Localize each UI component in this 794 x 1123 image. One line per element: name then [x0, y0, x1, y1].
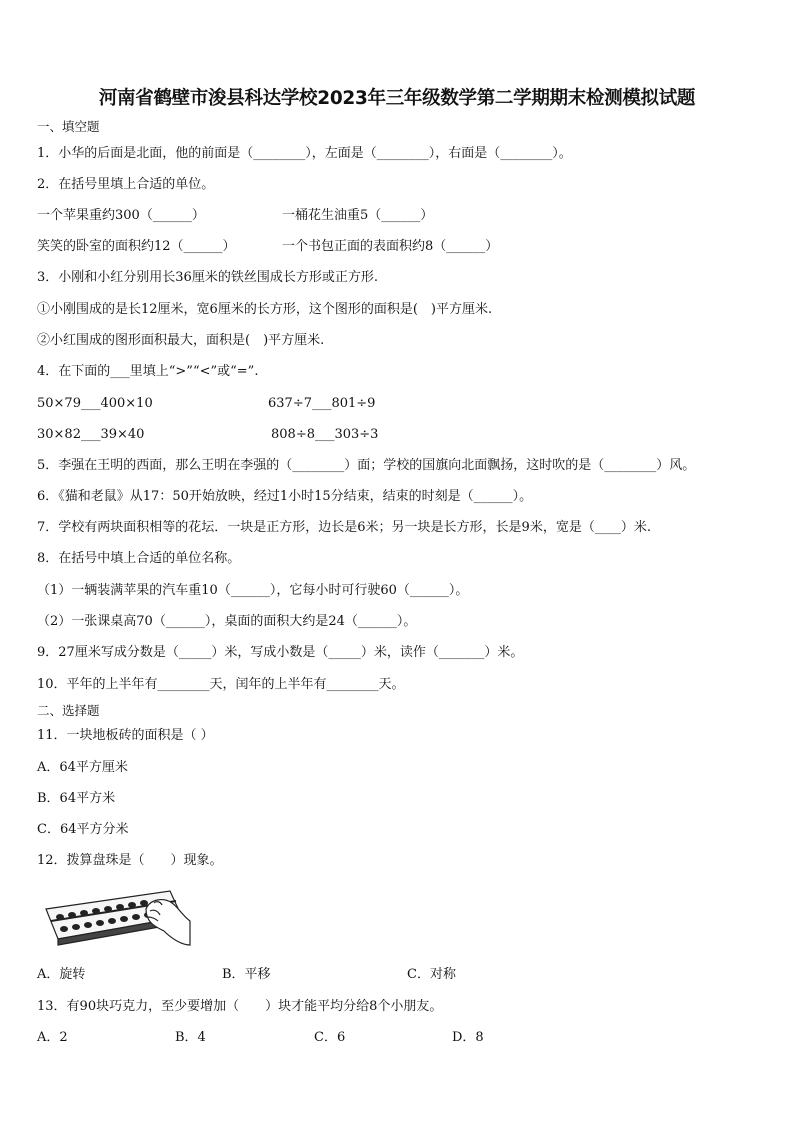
question-13-option-d: D．8: [452, 1030, 484, 1045]
question-1: 1．小华的后面是北面，他的前面是（________），左面是（________），右面是（________）。: [37, 146, 572, 161]
question-11-stem: 11．一块地板砖的面积是（ ）: [37, 728, 214, 743]
question-2-stem: 2．在括号里填上合适的单位。: [37, 177, 215, 192]
question-3-part-1: ①小刚围成的是长12厘米，宽6厘米的长方形，这个图形的面积是( )平方厘米.: [37, 302, 493, 317]
section-heading-fill-in: 一、填空题: [37, 119, 100, 134]
question-13-option-b: B．4: [175, 1030, 206, 1045]
question-4-stem: 4．在下面的___里填上“>”“<”或“=”.: [37, 364, 259, 379]
question-11-option-c: C．64平方分米: [37, 822, 129, 837]
question-11-option-b: B．64平方米: [37, 791, 116, 806]
question-8-stem: 8．在括号中填上合适的单位名称。: [37, 551, 241, 566]
question-12-option-a: A．旋转: [37, 967, 86, 982]
question-4-expr-3: 30×82___39×40: [37, 427, 145, 442]
section-heading-choice: 二、选择题: [37, 703, 100, 718]
question-13-option-c: C．6: [314, 1030, 346, 1045]
question-12-option-c: C．对称: [407, 967, 456, 982]
question-9: 9．27厘米写成分数是（_____）米，写成小数是（_____）米，读作（_______）米。: [37, 645, 524, 660]
question-2-item-bedroom: 笑笑的卧室的面积约12（______）: [37, 239, 236, 254]
question-3-stem: 3．小刚和小红分别用长36厘米的铁丝围成长方形或正方形.: [37, 270, 378, 285]
question-12-option-b: B．平移: [222, 967, 271, 982]
question-13-stem: 13．有90块巧克力，至少要增加（ ）块才能平均分给8个小朋友。: [37, 999, 443, 1014]
question-2-item-oil: 一桶花生油重5（______）: [282, 208, 434, 223]
page-title: 河南省鹤壁市浚县科达学校2023年三年级数学第二学期期末检测模拟试题: [98, 88, 696, 109]
question-7: 7．学校有两块面积相等的花坛．一块是正方形，边长是6米；另一块是长方形，长是9米，宽是（____）米.: [37, 520, 651, 535]
question-12-stem: 12．拨算盘珠是（ ）现象。: [37, 853, 223, 868]
question-8-part-1: （1）一辆装满苹果的汽车重10（______），它每小时可行驶60（______）。: [37, 583, 469, 598]
question-6: 6．《猫和老鼠》从17：50开始放映，经过1小时15分结束，结束的时刻是（______）。: [37, 489, 533, 504]
question-2-item-apple: 一个苹果重约300（______）: [37, 208, 205, 223]
question-4-expr-4: 808÷8___303÷3: [271, 427, 379, 442]
question-8-part-2: （2）一张课桌高70（______），桌面的面积大约是24（______）。: [37, 614, 417, 629]
question-2-item-schoolbag: 一个书包正面的表面积约8（______）: [282, 239, 499, 254]
question-4-expr-2: 637÷7___801÷9: [268, 396, 376, 411]
question-13-option-a: A．2: [37, 1030, 68, 1045]
abacus-hand-illustration: [42, 887, 192, 957]
question-10: 10．平年的上半年有________天，闰年的上半年有________天。: [37, 677, 405, 692]
question-4-expr-1: 50×79___400×10: [37, 396, 153, 411]
question-5: 5．李强在王明的西面，那么王明在李强的（________）面；学校的国旗向北面飘扬，这时吹的是（________）风。: [37, 458, 696, 473]
question-11-option-a: A．64平方厘米: [37, 760, 128, 775]
question-3-part-2: ②小红围成的图形面积最大，面积是( )平方厘米.: [37, 333, 325, 348]
